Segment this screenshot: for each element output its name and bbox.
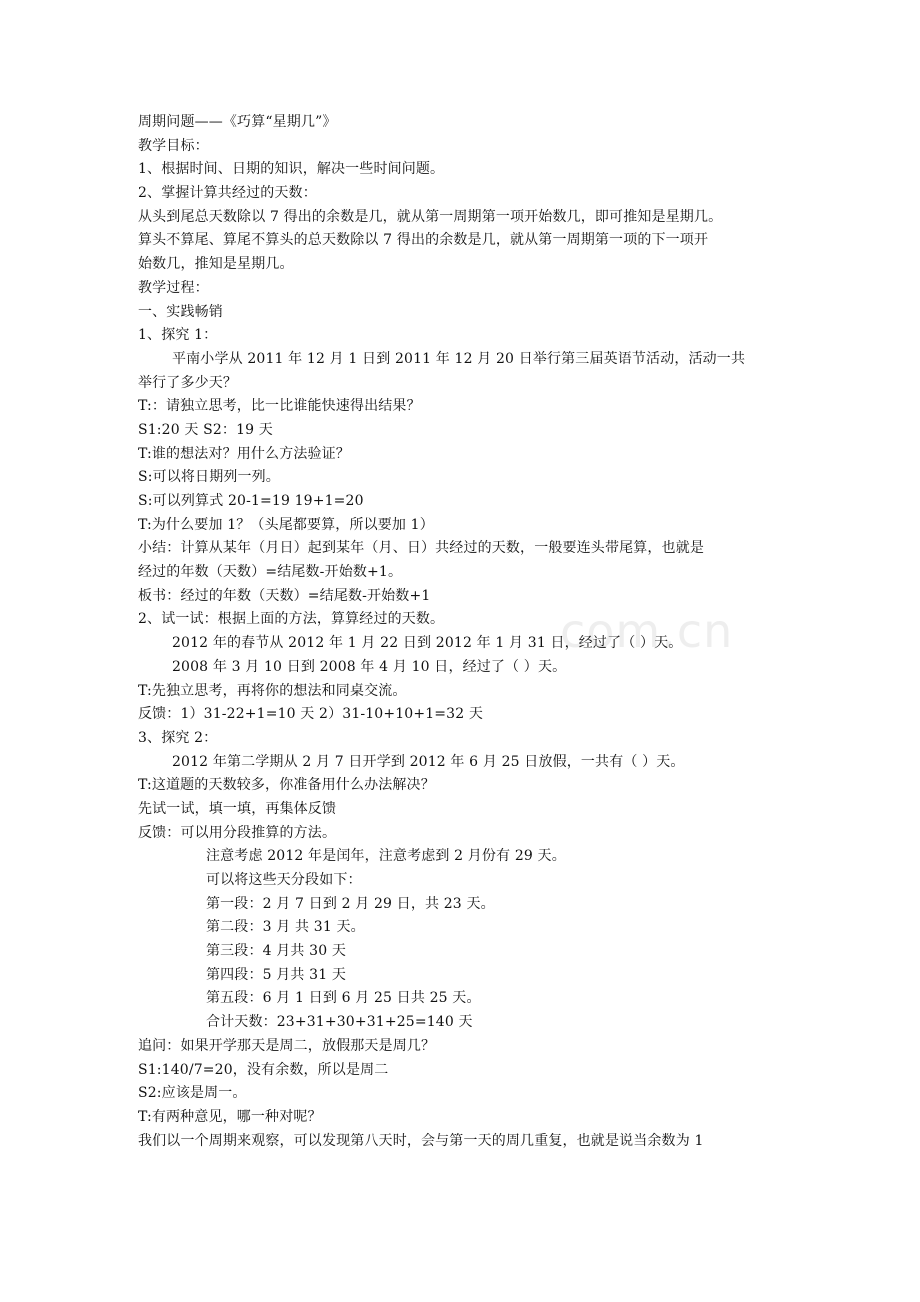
text-line: 算头不算尾、算尾不算头的总天数除以 7 得出的余数是几，就从第一周期第一项的下一项开 (138, 232, 709, 249)
text-line: 1、探究 1： (138, 327, 218, 344)
text-line: 注意考虑 2012 年是闰年，注意考虑到 2 月份有 29 天。 (206, 848, 566, 865)
text-line: 3、探究 2： (138, 729, 218, 746)
text-line: 举行了多少天？ (138, 374, 238, 391)
text-line: 2012 年第二学期从 2 月 7 日开学到 2012 年 6 月 25 日放假，一共有（ ）天。 (172, 753, 685, 770)
text-line: 1、根据时间、日期的知识，解决一些时间问题。 (138, 161, 445, 178)
text-line: S:可以将日期列一列。 (138, 469, 280, 486)
text-line: 2、试一试：根据上面的方法，算算经过的天数。 (138, 611, 445, 628)
watermark: com.cn (560, 604, 734, 658)
text-line: 可以将这些天分段如下： (206, 872, 362, 888)
text-line: 2012 年的春节从 2012 年 1 月 22 日到 2012 年 1 月 31 日，经过了（ ）天。 (172, 635, 683, 652)
text-line: S1:140/7=20，没有余数，所以是周二 (138, 1061, 389, 1078)
text-line: T:为什么要加 1？（头尾都要算，所以要加 1） (138, 516, 434, 533)
text-line: 追问：如果开学那天是周二，放假那天是周几？ (138, 1037, 436, 1054)
text-line: T:谁的想法对？用什么方法验证？ (138, 445, 350, 462)
text-line: 始数几，推知是星期几。 (138, 256, 294, 273)
text-line: T:：请独立思考，比一比谁能快速得出结果？ (138, 398, 421, 415)
text-line: 先试一试，填一填，再集体反馈 (138, 800, 337, 817)
text-line: 一、实践畅销 (138, 303, 223, 320)
text-line: 教学过程： (138, 279, 209, 296)
text-line: 合计天数：23+31+30+31+25=140 天 (206, 1014, 473, 1031)
text-line: 第一段：2 月 7 日到 2 月 29 日，共 23 天。 (206, 895, 495, 912)
text-line: 经过的年数（天数）=结尾数-开始数+1。 (138, 564, 403, 581)
text-line: 反馈：可以用分段推算的方法。 (138, 824, 337, 841)
text-line: 从头到尾总天数除以 7 得出的余数是几，就从第一周期第一项开始数几，即可推知是星期几。 (138, 208, 723, 225)
text-line: 第四段：5 月共 31 天 (206, 966, 347, 983)
text-line: T:有两种意见，哪一种对呢？ (138, 1108, 322, 1125)
text-line: S1:20 天 S2：19 天 (138, 421, 273, 438)
text-line: 第三段：4 月共 30 天 (206, 943, 347, 960)
text-line: 反馈：1）31-22+1=10 天 2）31-10+10+1=32 天 (138, 706, 484, 723)
document-body (138, 111, 798, 1153)
text-line: T:先独立思考，再将你的想法和同桌交流。 (138, 682, 407, 699)
text-line: 第二段：3 月 共 31 天。 (206, 919, 365, 936)
text-line: 周期问题——《巧算“星期几”》 (138, 114, 337, 130)
text-line: 我们以一个周期来观察，可以发现第八天时，会与第一天的周几重复，也就是说当余数为 1 (138, 1132, 704, 1149)
text-line: 教学目标： (138, 137, 209, 154)
text-line: 第五段：6 月 1 日到 6 月 25 日共 25 天。 (206, 990, 481, 1007)
text-line: S2:应该是周一。 (138, 1085, 247, 1102)
text-line: T:这道题的天数较多，你准备用什么办法解决？ (138, 777, 435, 794)
text-line: 小结：计算从某年（月日）起到某年（月、日）共经过的天数，一般要连头带尾算，也就是 (138, 540, 704, 557)
text-line: 板书：经过的年数（天数）=结尾数-开始数+1 (138, 587, 431, 604)
text-line: 2、掌握计算共经过的天数： (138, 185, 317, 202)
text-line: S:可以列算式 20-1=19 19+1=20 (138, 493, 364, 509)
text-line: 平南小学从 2011 年 12 月 1 日到 2011 年 12 月 20 日举行第三届英语节活动，活动一共 (172, 350, 746, 367)
text-line: 2008 年 3 月 10 日到 2008 年 4 月 10 日，经过了（ ）天。 (172, 658, 567, 675)
